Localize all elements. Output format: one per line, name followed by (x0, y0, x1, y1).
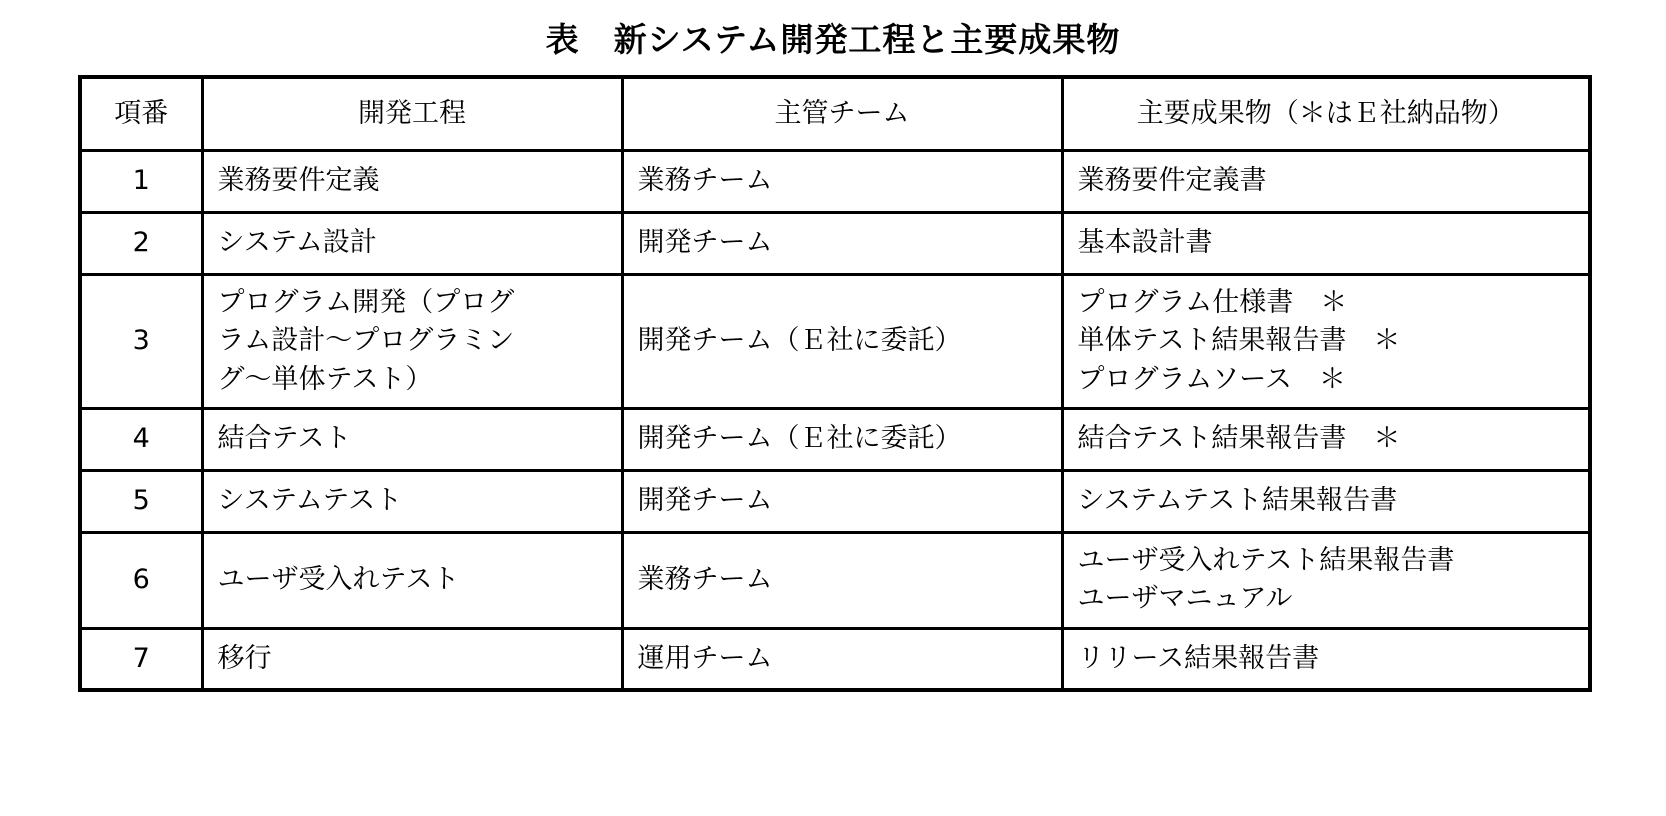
cell-team (622, 470, 1062, 532)
cell-process-line: システムテスト (217, 485, 403, 517)
cell-process (202, 151, 622, 213)
table-body (80, 151, 1590, 691)
cell-process (202, 213, 622, 275)
cell-team (622, 408, 1062, 470)
table-row (80, 532, 1590, 628)
cell-deliverables (1062, 275, 1590, 409)
cell-team-line: 業務チーム (637, 165, 773, 197)
cell-deliverable-line: プログラムソース ＊ (1077, 363, 1346, 395)
table-row (80, 275, 1590, 409)
cell-deliverable-line: 単体テスト結果報告書 ＊ (1077, 325, 1401, 357)
cell-deliverable-line: ユーザマニュアル (1077, 583, 1293, 615)
table-container (78, 75, 1588, 692)
cell-number: 5 (80, 470, 202, 532)
cell-deliverables (1062, 151, 1590, 213)
cell-process-line: 結合テスト (217, 423, 352, 455)
cell-process-line: グ〜単体テスト） (217, 363, 433, 395)
cell-process (202, 532, 622, 628)
table-row (80, 628, 1590, 690)
cell-deliverables (1062, 628, 1590, 690)
cell-deliverable-line: 結合テスト結果報告書 ＊ (1077, 423, 1401, 455)
cell-number: 7 (80, 628, 202, 690)
table-row (80, 408, 1590, 470)
cell-process (202, 470, 622, 532)
cell-process-line: 移行 (217, 642, 272, 674)
cell-team-line: 開発チーム（Ｅ社に委託） (637, 423, 962, 455)
cell-team (622, 275, 1062, 409)
cell-deliverable-line: 基本設計書 (1077, 227, 1213, 259)
table-row (80, 151, 1590, 213)
cell-deliverables (1062, 213, 1590, 275)
column-header-process: 開発工程 (202, 77, 622, 151)
column-header-deliverables: 主要成果物（＊はＥ社納品物） (1062, 77, 1590, 151)
cell-process-line: ユーザ受入れテスト (217, 564, 460, 596)
cell-deliverable-line: プログラム仕様書 ＊ (1077, 287, 1348, 318)
column-header-team: 主管チーム (622, 77, 1062, 151)
column-header-number: 項番 (80, 77, 202, 151)
cell-process-line: 業務要件定義 (217, 165, 380, 197)
cell-team-line: 開発チーム (637, 485, 773, 517)
cell-deliverable-line: システムテスト結果報告書 (1077, 485, 1398, 517)
cell-deliverable-line: リリース結果報告書 (1077, 642, 1320, 674)
cell-number: 3 (80, 275, 202, 409)
table-row (80, 213, 1590, 275)
cell-number: 4 (80, 408, 202, 470)
table-header (80, 77, 1590, 151)
cell-number: 2 (80, 213, 202, 275)
cell-team-line: 運用チーム (637, 642, 773, 674)
cell-deliverable-line: 業務要件定義書 (1077, 165, 1267, 197)
cell-number: 1 (80, 151, 202, 213)
cell-process (202, 628, 622, 690)
cell-team-line: 開発チーム (637, 227, 773, 259)
cell-process-line: システム設計 (217, 227, 377, 259)
table-caption: 表 新システム開発工程と主要成果物 (545, 20, 1121, 59)
cell-deliverable-line: ユーザ受入れテスト結果報告書 (1077, 544, 1455, 576)
cell-team (622, 628, 1062, 690)
cell-process (202, 408, 622, 470)
cell-team-line: 業務チーム (637, 564, 773, 596)
cell-team (622, 532, 1062, 628)
cell-team (622, 213, 1062, 275)
cell-team-line: 開発チーム（Ｅ社に委託） (637, 325, 962, 357)
cell-deliverables (1062, 532, 1590, 628)
cell-team (622, 151, 1062, 213)
cell-process-line: プログラム開発（プログ (217, 287, 515, 318)
cell-number: 6 (80, 532, 202, 628)
cell-deliverables (1062, 408, 1590, 470)
development-process-table (78, 75, 1592, 692)
cell-process-line: ラム設計〜プログラミン (217, 325, 515, 357)
cell-process (202, 275, 622, 409)
table-header-row (80, 77, 1590, 151)
table-row (80, 470, 1590, 532)
cell-deliverables (1062, 470, 1590, 532)
